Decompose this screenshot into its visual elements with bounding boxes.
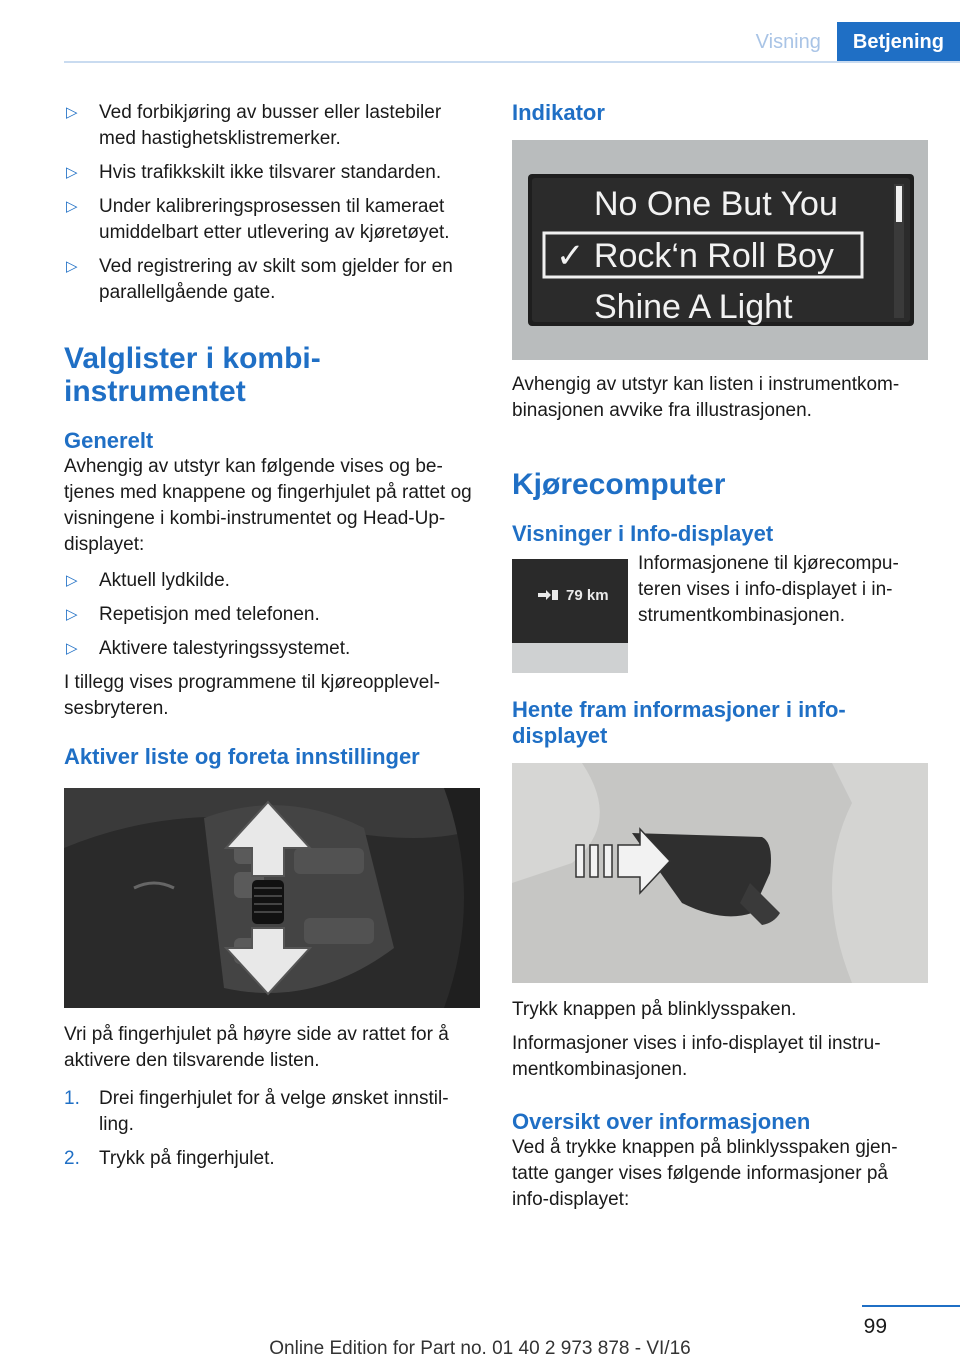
range-display-illustration (512, 559, 628, 673)
list-item: ▷ Aktivere talestyringssystemet. (64, 636, 480, 662)
triangle-bullet-icon: ▷ (66, 258, 78, 275)
triangle-bullet-icon: ▷ (66, 104, 78, 121)
indicator-item-1: No One But You (594, 185, 838, 223)
steps-list (64, 1086, 480, 1172)
triangle-bullet-icon: ▷ (66, 572, 78, 589)
list-item: ▷ Hvis trafikkskilt ikke tilsvarer standarden. (64, 160, 480, 186)
header-tabs (740, 22, 960, 62)
indikator-paragraph: Avhengig av utstyr kan listen i instrumentkom-binasjonen avvike fra illustrasjonen. (512, 374, 900, 421)
list-item: ▷ Under kalibreringsprosessen til kameraet umiddelbart etter utlevering av kjøretøyet. (66, 196, 450, 243)
visninger-paragraph: Informasjonene til kjørecompu-teren vises i info-displayet i in-strumentkombinasjonen. (638, 553, 899, 626)
section-title-kjorecomputer: Kjørecomputer (512, 468, 726, 501)
generelt-after-paragraph: I tillegg vises programmene til kjøreopplevel-sesbryteren. (64, 672, 440, 719)
indicator-item-2: ✓ Rock‘n Roll Boy (556, 237, 834, 275)
hente-paragraph-2: Informasjoner vises i info-displayet til instru-mentkombinasjonen. (512, 1033, 881, 1080)
heading-generelt: Generelt (64, 428, 154, 453)
list-item: ▷ Ved registrering av skilt som gjelder for en parallellgående gate. (66, 256, 453, 303)
triangle-bullet-icon: ▷ (66, 164, 78, 181)
footer-edition: Online Edition for Part no. 01 40 2 973 878 - VI/16 (269, 1338, 691, 1359)
tab-visning[interactable]: Visning (755, 30, 821, 53)
list-item: 1. Drei fingerhjulet for å velge ønsket innstil-ling. (64, 1088, 449, 1135)
triangle-bullet-icon: ▷ (66, 198, 78, 215)
heading-aktiver-liste: Aktiver liste og foreta innstillinger (64, 744, 420, 769)
range-value: 79 km (566, 587, 609, 604)
list-item: ▷ Ved forbikjøring av busser eller lastebiler med hastighetsklistremerker. (66, 102, 442, 149)
left-column (64, 100, 480, 1180)
triangle-bullet-icon: ▷ (66, 640, 78, 657)
heading-visninger: Visninger i Info-displayet (512, 521, 774, 546)
hente-paragraph-1: Trykk knappen på blinklysspaken. (512, 999, 797, 1020)
generelt-paragraph: Avhengig av utstyr kan følgende vises og be-tjenes med knappene og fingerhjulet på rattet og visningene i kombi-instrumentet og Head-Up-displayet: (64, 456, 472, 555)
steering-wheel-illustration (64, 788, 480, 1008)
aktiver-paragraph: Vri på fingerhjulet på høyre side av rattet for å aktivere den tilsvarende listen. (64, 1024, 449, 1071)
right-column (512, 100, 928, 1213)
oversikt-paragraph: Ved å trykke knappen på blinklysspaken gjen-tatte ganger vises følgende informasjoner på info-displayet: (512, 1137, 898, 1210)
footer-divider (862, 1305, 960, 1307)
list-item: ▷ Aktuell lydkilde. (64, 568, 480, 594)
generelt-bullet-list (64, 568, 480, 662)
indicator-display-illustration (512, 140, 928, 360)
tab-betjening[interactable]: Betjening (837, 22, 960, 62)
visninger-block (512, 551, 928, 669)
intro-bullet-list (64, 100, 480, 306)
list-item: 2. Trykk på fingerhjulet. (64, 1146, 480, 1172)
header-divider (64, 61, 960, 63)
indicator-item-3: Shine A Light (594, 288, 793, 326)
step-number: 2. (64, 1148, 80, 1169)
heading-oversikt: Oversikt over informasjonen (512, 1109, 811, 1134)
step-number: 1. (64, 1088, 80, 1109)
section-title-valglister: Valglister i kombi-instrumentet (64, 342, 321, 408)
page-number: 99 (863, 1315, 887, 1338)
list-item: ▷ Repetisjon med telefonen. (64, 602, 480, 628)
turn-signal-lever-illustration (512, 763, 928, 983)
heading-hente-fram: Hente fram informasjoner i info-displayet (512, 697, 846, 748)
heading-indikator: Indikator (512, 100, 605, 125)
triangle-bullet-icon: ▷ (66, 606, 78, 623)
